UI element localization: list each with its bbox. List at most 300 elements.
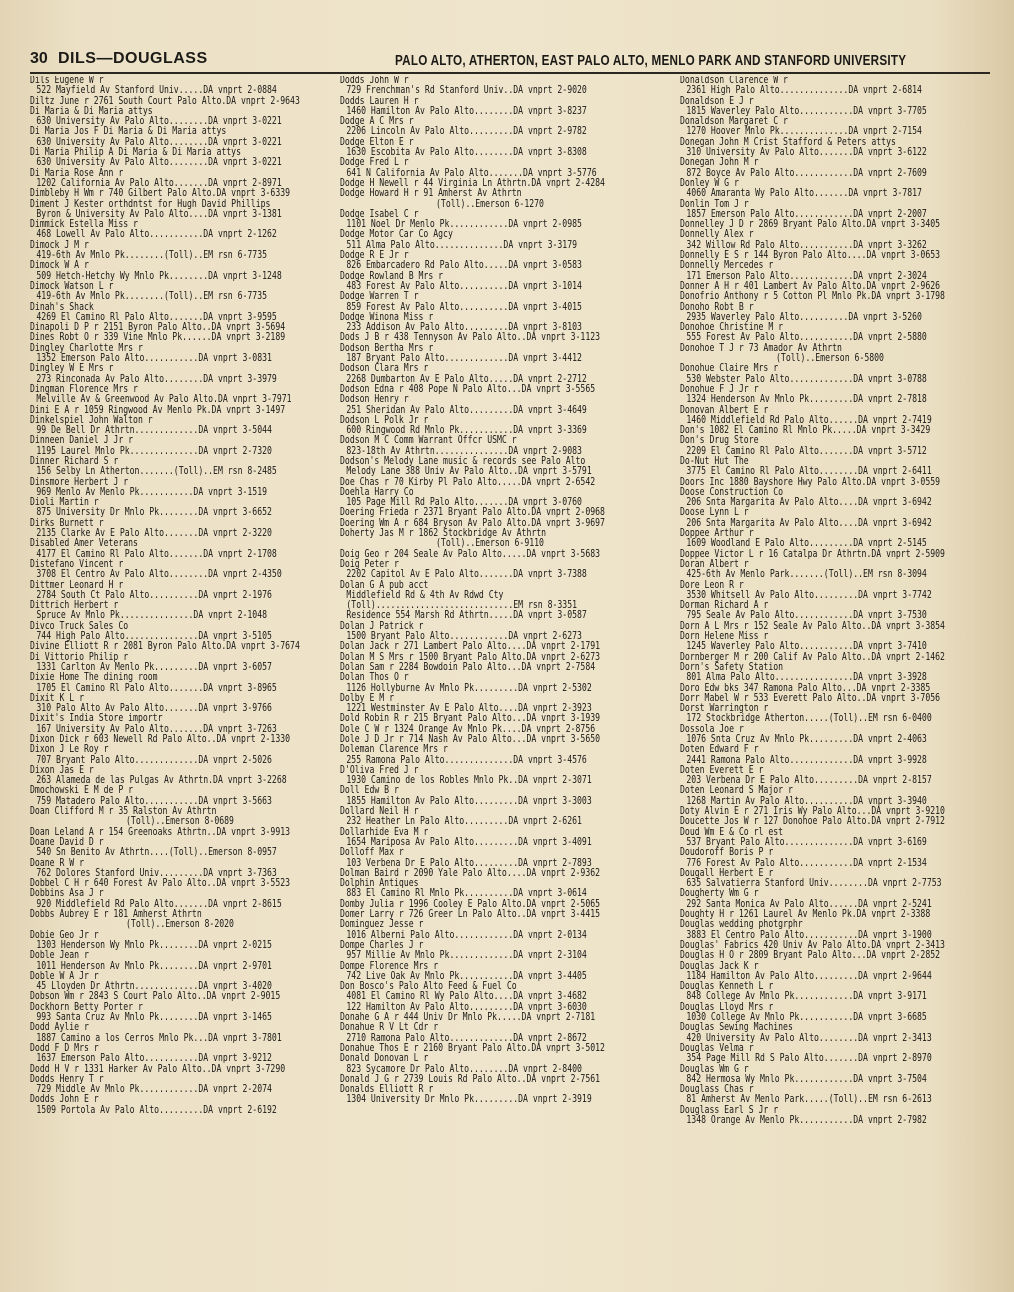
listing-line: Dole J D Jr r 714 Nash Av Palo Alto...DA vnprt 3-5650 bbox=[340, 734, 601, 745]
listing-line: Doering Frieda r 2371 Bryant Palo Alto.DA vnprt 2-0968 bbox=[340, 507, 605, 519]
listing-line: Donlin Tom J r bbox=[680, 198, 749, 210]
listing-line: Doig Geo r 204 Seale Av Palo Alto.....DA vnprt 3-5683 bbox=[340, 548, 601, 560]
directory-column-1 bbox=[30, 76, 338, 1272]
listing-line: 1126 Hollyburne Av Mnlo Pk.........DA vnprt 2-5302 bbox=[346, 682, 592, 694]
listing-line: Dolan G A pub acct bbox=[340, 579, 429, 591]
listing-line: 509 Hetch-Hetchy Wy Mnlo Pk........DA vnprt 3-1248 bbox=[36, 270, 282, 282]
listing-line: Doran Albert r bbox=[680, 558, 749, 570]
listing-line: 255 Ramona Palo Alto..............DA vnprt 3-4576 bbox=[346, 754, 587, 766]
listing-line: 729 Middle Av Mnlo Pk............DA vnprt 2-2074 bbox=[36, 1084, 272, 1096]
header-rule bbox=[30, 72, 990, 74]
listing-line: 3708 El Centro Av Palo Alto........DA vnprt 2-4350 bbox=[36, 569, 282, 581]
listing-line: 4060 Amaranta Wy Palo Alto.......DA vnprt 3-7817 bbox=[686, 188, 922, 200]
listing-line: 206 Snta Margarita Av Palo Alto....DA vnprt 3-6942 bbox=[686, 517, 932, 529]
listing-line: 1637 Emerson Palo Alto...........DA vnprt 3-9212 bbox=[36, 1053, 272, 1065]
directory-column-3 bbox=[680, 76, 986, 1272]
listing-line: Donnelley J D r 2869 Bryant Palo Alto.DA vnprt 3-3405 bbox=[680, 219, 941, 231]
listing-line: Doudoroff Boris P r bbox=[680, 847, 774, 859]
listing-line: Dorr Mabel W r 533 Everett Palo Alto..DA vnprt 3-7056 bbox=[680, 692, 941, 704]
listing-line: 957 Millie Av Mnlo Pk.............DA vnprt 2-3104 bbox=[346, 950, 587, 962]
listing-line: 1076 Snta Cruz Av Mnlo Pk.........DA vnprt 2-4063 bbox=[686, 734, 927, 745]
listing-line: Dixon Jas E r bbox=[30, 764, 94, 776]
listing-line: 1352 Emerson Palo Alto...........DA vnprt 3-0831 bbox=[36, 353, 272, 365]
listing-line: 1500 Bryant Palo Alto............DA vnprt 2-6273 bbox=[346, 631, 582, 643]
listing-line: 2135 Clarke Av E Palo Alto.......DA vnprt 2-3220 bbox=[36, 528, 272, 540]
listing-line: Dodson's Melody Lane music & records see Palo Alto bbox=[340, 455, 586, 467]
listing-line: Dodge Winona Miss r bbox=[340, 311, 434, 323]
listing-line: Donaldson E J r bbox=[680, 95, 754, 107]
listing-line: Di Maria Jos F Di Maria & Di Maria attys bbox=[30, 126, 227, 138]
listing-line: Dingley W E Mrs r bbox=[30, 363, 114, 375]
listing-line: (Toll)..Emerson 8-2020 bbox=[126, 919, 234, 931]
listing-line: 635 Salvatierra Stanford Univ........DA vnprt 2-7753 bbox=[686, 878, 942, 890]
listing-line: Doughty H r 1261 Laurel Av Menlo Pk.DA vnprt 2-3388 bbox=[680, 909, 931, 921]
listing-line: Dodge Warren T r bbox=[340, 291, 419, 303]
listing-line: 875 University Dr Mnlo Pk........DA vnprt 3-6652 bbox=[36, 507, 272, 519]
listing-line: Dodge Elton E r bbox=[340, 136, 414, 148]
listing-line: Dompe Charles J r bbox=[340, 939, 424, 951]
listing-line: 45 Lloyden Dr Athrtn.............DA vnprt 3-4020 bbox=[36, 981, 272, 993]
listing-line: Doten Everett E r bbox=[680, 764, 764, 776]
listing-line: 310 University Av Palo Alto.......DA vnprt 3-6122 bbox=[686, 147, 927, 159]
listing-line: 1101 Noel Dr Menlo Pk............DA vnprt 2-0985 bbox=[346, 219, 582, 231]
listing-line: 1030 College Av Mnlo Pk...........DA vnprt 3-6685 bbox=[686, 1012, 927, 1024]
listing-line: 522 Mayfield Av Stanford Univ.....DA vnprt 2-0884 bbox=[36, 85, 277, 97]
listing-line: Doose Lynn L r bbox=[680, 507, 749, 519]
listing-line: 823-18th Av Athrtn...............DA vnprt 2-9083 bbox=[346, 445, 582, 457]
listing-line: Donald J G r 2739 Louis Rd Palo Alto..DA vnprt 2-7561 bbox=[340, 1073, 601, 1085]
listing-line: 420 University Av Palo Alto........DA vnprt 2-3413 bbox=[686, 1032, 932, 1044]
listing-line: Donnelly E S r 144 Byron Palo Alto....DA vnprt 3-0653 bbox=[680, 250, 941, 262]
listing-line: Don Bosco's Palo Alto Feed & Fuel Co bbox=[340, 981, 517, 993]
listing-line: Dodson Edna r 408 Pope N Palo Alto...DA vnprt 3-5565 bbox=[340, 383, 596, 395]
listing-line: Dollard Neil H r bbox=[340, 806, 419, 818]
listing-line: 1011 Henderson Av Mnlo Pk........DA vnprt 2-9701 bbox=[36, 960, 272, 972]
listing-line: 187 Bryant Palo Alto.............DA vnprt 3-4412 bbox=[346, 353, 582, 365]
listing-line: Doering Wm A r 684 Bryson Av Palo Alto.DA vnprt 3-9697 bbox=[340, 517, 605, 529]
listing-line: Donnelly Alex r bbox=[680, 229, 754, 241]
listing-line: 1855 Hamilton Av Palo Alto.........DA vnprt 3-3003 bbox=[346, 795, 592, 807]
listing-line: 744 High Palo Alto...............DA vnprt 3-5105 bbox=[36, 631, 272, 643]
listing-line: Donaldson Clarence W r bbox=[680, 76, 788, 86]
listing-line: Disabled Amer Veterans bbox=[30, 538, 138, 550]
listing-line: Doherty Jas M r 1862 Stockbridge Av Athrtn bbox=[340, 528, 547, 540]
listing-line: Donegan John M Crist Stafford & Peters attys bbox=[680, 136, 896, 148]
listing-line: Doppee Arthur r bbox=[680, 528, 754, 540]
listing-line: 1195 Laurel Mnlo Pk..............DA vnprt 2-7320 bbox=[36, 445, 272, 457]
listing-line: 483 Forest Av Palo Alto..........DA vnprt 3-1014 bbox=[346, 280, 582, 292]
listing-line: 2202 Capitol Av E Palo Alto.......DA vnprt 3-7388 bbox=[346, 569, 587, 581]
listing-line: Dolby E M r bbox=[340, 692, 394, 704]
listing-line: Dinner Richard S r bbox=[30, 455, 119, 467]
listing-line: (Toll)..Emerson 8-0689 bbox=[126, 816, 234, 828]
listing-line: Dodson Clara Mrs r bbox=[340, 363, 429, 375]
listing-line: 630 University Av Palo Alto........DA vnprt 3-0221 bbox=[36, 116, 282, 128]
listing-line: Donohoe T J r 73 Amador Av Athrtn bbox=[680, 342, 842, 354]
listing-line: 801 Alma Palo Alto................DA vnprt 3-3928 bbox=[686, 672, 927, 684]
listing-line: Dinapoli D P r 2151 Byron Palo Alto..DA vnprt 3-5694 bbox=[30, 322, 286, 334]
listing-line: 4081 El Camino Rl Wy Palo Alto....DA vnprt 3-4682 bbox=[346, 991, 587, 1003]
listing-line: 206 Snta Margarita Av Palo Alto....DA vnprt 3-6942 bbox=[686, 497, 932, 509]
listing-line: Dore Leon R r bbox=[680, 579, 744, 591]
listing-line: Dodd F D Mrs r bbox=[30, 1042, 99, 1054]
listing-line: Distefano Vincent r bbox=[30, 558, 124, 570]
listing-line: 232 Heather Ln Palo Alto.........DA vnprt 2-6261 bbox=[346, 816, 582, 828]
listing-line: Dittrich Herbert r bbox=[30, 600, 119, 612]
listing-line: Dodson M C Comm Warrant Offcr USMC r bbox=[340, 435, 517, 447]
listing-line: Dodge Rowland B Mrs r bbox=[340, 270, 444, 282]
listing-line: Dodge Howard H r 91 Amherst Av Athrtn bbox=[340, 188, 522, 200]
listing-line: 630 University Av Palo Alto........DA vnprt 3-0221 bbox=[36, 136, 282, 148]
listing-line: D'Oliva Fred J r bbox=[340, 764, 419, 776]
listing-line: 251 Sheridan Av Palo Alto.........DA vnprt 3-4649 bbox=[346, 404, 587, 416]
listing-line: Doan Clifford M r 35 Ralston Av Athrtn bbox=[30, 806, 217, 818]
listing-line: Doan Leland A r 154 Greenoaks Athrtn..DA vnprt 3-9913 bbox=[30, 826, 291, 838]
listing-line: 81 Amherst Av Menlo Park.....(Toll)..EM rsn 6-2613 bbox=[686, 1094, 932, 1106]
listing-line: 1348 Orange Av Menlo Pk...........DA vnprt 2-7982 bbox=[686, 1114, 927, 1126]
listing-line: 823 Sycamore Dr Palo Alto........DA vnprt 2-8400 bbox=[346, 1063, 582, 1075]
listing-line: 156 Selby Ln Atherton.......(Toll)..EM rsn 8-2485 bbox=[36, 466, 277, 478]
listing-line: Donahe G A r 444 Univ Dr Mnlo Pk.....DA vnprt 2-7181 bbox=[340, 1012, 596, 1024]
listing-line: Di Maria & Di Maria attys bbox=[30, 105, 153, 117]
listing-line: 1630 Escobita Av Palo Alto........DA vnprt 3-8308 bbox=[346, 147, 587, 159]
listing-line: 1705 El Camino Rl Palo Alto.......DA vnprt 3-8965 bbox=[36, 682, 277, 694]
listing-line: Do-Nut Hut The bbox=[680, 455, 749, 467]
listing-line: 122 Hamilton Av Palo Alto.........DA vnprt 3-6030 bbox=[346, 1001, 587, 1013]
listing-line: 263 Alameda de las Pulgas Av Athrtn.DA vnprt 3-2268 bbox=[36, 775, 287, 787]
listing-line: Dole C W r 1324 Orange Av Mnlo Pk....DA vnprt 2-8756 bbox=[340, 723, 596, 735]
listing-line: Domer Larry r 726 Greer Ln Palo Alto..DA vnprt 3-4415 bbox=[340, 909, 601, 921]
listing-line: 540 Sn Benito Av Athrtn....(Toll)..Emerson 8-0957 bbox=[36, 847, 277, 859]
listing-line: Dossola Joe r bbox=[680, 723, 744, 735]
listing-line: Doors Inc 1880 Bayshore Hwy Palo Alto.DA vnprt 3-0559 bbox=[680, 476, 941, 488]
listing-line: Dixon Dick r 603 Newell Rd Palo Alto..DA vnprt 2-1330 bbox=[30, 734, 291, 745]
listing-line: (Toll)..Emerson 6-5800 bbox=[776, 353, 884, 365]
listing-line: 1303 Henderson Wy Mnlo Pk........DA vnprt 2-0215 bbox=[36, 939, 272, 951]
listing-line: Dittmer Leonard H r bbox=[30, 579, 124, 591]
listing-line: Doty Alvin E r 271 Iris Wy Palo Alto...DA vnprt 3-9210 bbox=[680, 806, 945, 818]
listing-line: Donohue F J Jr r bbox=[680, 383, 759, 395]
listing-line: Dods J B r 438 Tennyson Av Palo Alto..DA vnprt 3-1123 bbox=[340, 332, 601, 344]
listing-line: Dingman Florence Mrs r bbox=[30, 383, 138, 395]
listing-line: Dodge R E Jr r bbox=[340, 250, 409, 262]
listing-line: Dobbel C H r 640 Forest Av Palo Alto..DA vnprt 3-5523 bbox=[30, 878, 291, 890]
listing-line: 171 Emerson Palo Alto.............DA vnprt 2-3024 bbox=[686, 270, 927, 282]
listing-line: Don's Drug Store bbox=[680, 435, 759, 447]
listing-line: 172 Stockbridge Atherton.....(Toll)..EM rsn 6-0400 bbox=[686, 713, 932, 725]
listing-line: 742 Live Oak Av Mnlo Pk...........DA vnprt 3-4405 bbox=[346, 970, 587, 982]
listing-line: Dini E A r 1059 Ringwood Av Menlo Pk.DA vnprt 3-1497 bbox=[30, 404, 286, 416]
listing-line: 859 Forest Av Palo Alto..........DA vnprt 3-4015 bbox=[346, 301, 582, 313]
listing-line: Dobbins Asa J r bbox=[30, 888, 104, 900]
listing-line: 872 Boyce Av Palo Alto............DA vnprt 2-7609 bbox=[686, 167, 927, 179]
listing-line: 969 Menlo Av Menlo Pk...........DA vnprt 3-1519 bbox=[36, 486, 268, 498]
listing-line: Donofrio Anthony r 5 Cotton Pl Mnlo Pk.DA vnprt 3-1798 bbox=[680, 291, 945, 303]
listing-line: Diment J Kester orthdntst for Hugh David Phillips bbox=[30, 198, 271, 210]
listing-line: 1331 Carlton Av Menlo Pk.........DA vnprt 3-6057 bbox=[36, 661, 272, 673]
listing-line: Dobbs Aubrey E r 181 Amherst Athrtn bbox=[30, 909, 202, 921]
listing-line: 920 Middlefield Rd Palo Alto.......DA vnprt 2-8615 bbox=[36, 898, 282, 910]
listing-line: 776 Forest Av Palo Alto...........DA vnprt 2-1534 bbox=[686, 857, 927, 869]
listing-line: Dimbleby H Wm r 740 Gilbert Palo Alto.DA vnprt 3-6339 bbox=[30, 188, 291, 200]
listing-line: Dimock W A r bbox=[30, 260, 89, 272]
listing-line: 2935 Waverley Palo Alto..........DA vnprt 3-5260 bbox=[686, 311, 922, 323]
listing-line: 4269 El Camino Rl Palo Alto.......DA vnprt 3-9595 bbox=[36, 311, 277, 323]
listing-line: 555 Forest Av Palo Alto...........DA vnprt 2-5880 bbox=[686, 332, 927, 344]
listing-line: Douglas Sewing Machines bbox=[680, 1022, 793, 1034]
listing-line: 1815 Waverley Palo Alto...........DA vnprt 3-7705 bbox=[686, 105, 927, 117]
listing-line: 3883 El Centro Palo Alto...........DA vnprt 3-1900 bbox=[686, 929, 932, 941]
listing-line: 167 University Av Palo Alto.......DA vnprt 3-7263 bbox=[36, 723, 277, 735]
listing-line: 2710 Ramona Palo Alto.............DA vnprt 2-8672 bbox=[346, 1032, 587, 1044]
listing-line: 342 Willow Rd Palo Alto...........DA vnprt 3-3262 bbox=[686, 239, 927, 251]
listing-line: Dodge H Newell r 44 Virginia Ln Athrtn.DA vnprt 2-4284 bbox=[340, 177, 605, 189]
listing-line: Dixit K L r bbox=[30, 692, 84, 704]
listing-line: Dils Eugene W r bbox=[30, 76, 104, 86]
listing-line: Doose Construction Co bbox=[680, 486, 784, 498]
listing-line: Dinkelspiel John Walton r bbox=[30, 414, 153, 426]
listing-line: Spruce Av Mnlo Pk...............DA vnprt 2-1048 bbox=[36, 610, 268, 622]
listing-line: 600 Ringwood Rd Mnlo Pk...........DA vnprt 3-3369 bbox=[346, 425, 587, 437]
listing-line: 2206 Lincoln Av Palo Alto.........DA vnprt 2-9782 bbox=[346, 126, 587, 138]
listing-line: Donegan John M r bbox=[680, 157, 759, 169]
listing-line: Dold Robin R r 215 Bryant Palo Alto...DA vnprt 3-1939 bbox=[340, 713, 601, 725]
listing-line: (Toll)..Emerson 6-9110 bbox=[436, 538, 544, 550]
listing-line: 419-6th Av Mnlo Pk........(Toll)..EM rsn 6-7735 bbox=[36, 250, 268, 262]
listing-line: 1609 Woodland E Palo Alto.........DA vnprt 2-5145 bbox=[686, 538, 927, 550]
listing-line: 1268 Martin Av Palo Alto..........DA vnprt 3-3940 bbox=[686, 795, 927, 807]
listing-line: Dodge Fred L r bbox=[340, 157, 409, 169]
listing-line: (Toll)..Emerson 6-1270 bbox=[436, 198, 544, 210]
listing-line: 425-6th Av Menlo Park.......(Toll)..EM rsn 8-3094 bbox=[686, 569, 927, 581]
listing-line: 233 Addison Av Palo Alto.........DA vnprt 3-8103 bbox=[346, 322, 582, 334]
listing-line: Doehla Harry Co bbox=[340, 486, 414, 498]
listing-line: Dimock Watson L r bbox=[30, 280, 114, 292]
listing-line: Dines Robt O r 339 Vine Mnlo Pk......DA vnprt 3-2189 bbox=[30, 332, 286, 344]
listing-line: Douglas Wm G r bbox=[680, 1063, 749, 1075]
listing-line: Dompe Florence Mrs r bbox=[340, 960, 439, 972]
listing-line: Dobie Geo Jr r bbox=[30, 929, 99, 941]
listing-line: Dodd H V r 1331 Harker Av Palo Alto..DA vnprt 3-7290 bbox=[30, 1063, 286, 1075]
listing-line: Doucette Jos W r 127 Donohoe Palo Alto.DA vnprt 2-7912 bbox=[680, 816, 945, 828]
listing-line: Divco Truck Sales Co bbox=[30, 620, 129, 632]
listing-line: 1930 Camino de los Robles Mnlo Pk..DA vnprt 2-3071 bbox=[346, 775, 592, 787]
listing-line: 2268 Dumbarton Av E Palo Alto.....DA vnprt 2-2712 bbox=[346, 373, 587, 385]
listing-line: 1460 Hamilton Av Palo Alto........DA vnprt 3-8237 bbox=[346, 105, 587, 117]
listing-line: Dolan M S Mrs r 1500 Bryant Palo Alto.DA vnprt 2-6273 bbox=[340, 651, 601, 663]
listing-line: Byron & University Av Palo Alto....DA vnprt 3-1381 bbox=[36, 208, 282, 220]
listing-line: Divine Elliott R r 2081 Byron Palo Alto.DA vnprt 3-7674 bbox=[30, 641, 300, 653]
listing-line: 419-6th Av Mnlo Pk........(Toll)..EM rsn 6-7735 bbox=[36, 291, 268, 303]
listing-line: 641 N California Av Palo Alto.......DA vnprt 3-5776 bbox=[346, 167, 597, 179]
listing-line: 1304 University Dr Mnlo Pk.........DA vnprt 2-3919 bbox=[346, 1094, 592, 1106]
listing-line: Dolan Sam r 2284 Bowdoin Palo Alto...DA vnprt 2-7584 bbox=[340, 661, 596, 673]
listing-line: Domby Julia r 1996 Cooley E Palo Alto.DA vnprt 2-5065 bbox=[340, 898, 601, 910]
listing-line: 511 Alma Palo Alto..............DA vnprt 3-3179 bbox=[346, 239, 578, 251]
listing-line: Di Maria Rose Ann r bbox=[30, 167, 124, 179]
listing-line: Dornberger M r 200 Calif Av Palo Alto..DA vnprt 2-1462 bbox=[680, 651, 945, 663]
listing-line: Di Vittorio Philip r bbox=[30, 651, 129, 663]
listing-line: Dmochowski E M de P r bbox=[30, 785, 134, 797]
listing-line: Don's 1082 El Camino Rl Mnlo Pk.....DA vnprt 3-3429 bbox=[680, 425, 931, 437]
listing-line: 203 Verbena Dr E Palo Alto.........DA vnprt 2-8157 bbox=[686, 775, 932, 787]
listing-line: Doane David D r bbox=[30, 836, 104, 848]
listing-line: Melville Av & Greenwood Av Palo Alto.DA vnprt 3-7971 bbox=[36, 394, 292, 406]
listing-line: Donohue Claire Mrs r bbox=[680, 363, 779, 375]
listing-line: 1270 Hoover Mnlo Pk..............DA vnprt 2-7154 bbox=[686, 126, 922, 138]
listing-line: Douglas Jack K r bbox=[680, 960, 759, 972]
listing-line: Di Maria Philip A Di Maria & Di Maria attys bbox=[30, 147, 241, 159]
listing-line: 1221 Westminster Av E Palo Alto....DA vnprt 2-3923 bbox=[346, 703, 592, 715]
listing-line: 3775 El Camino Rl Palo Alto........DA vnprt 2-6411 bbox=[686, 466, 932, 478]
listing-line: Doll Edw B r bbox=[340, 785, 399, 797]
listing-line: Douglas H O r 2809 Bryant Palo Alto...DA vnprt 2-2852 bbox=[680, 950, 941, 962]
listing-line: Dirks Burnett r bbox=[30, 517, 104, 529]
listing-line: Dorman Richard A r bbox=[680, 600, 769, 612]
listing-line: Dolman Baird r 2090 Yale Palo Alto....DA vnprt 2-9362 bbox=[340, 867, 601, 879]
listing-line: 826 Embarcadero Rd Palo Alto.....DA vnprt 3-0583 bbox=[346, 260, 582, 272]
listing-line: 2209 El Camino Rl Palo Alto.......DA vnprt 3-5712 bbox=[686, 445, 927, 457]
listing-line: Dinah's Shack bbox=[30, 301, 94, 313]
listing-line: Dougall Herbert E r bbox=[680, 867, 774, 879]
listing-line: Doro Edw bks 347 Ramona Palo Alto...DA vnprt 2-3385 bbox=[680, 682, 931, 694]
listing-line: Dodds John E r bbox=[30, 1094, 99, 1106]
listing-line: Doe Chas r 70 Kirby Pl Palo Alto.....DA vnprt 2-6542 bbox=[340, 476, 596, 488]
listing-line: Dockhorn Betty Porter r bbox=[30, 1001, 143, 1013]
listing-line: Dimock J M r bbox=[30, 239, 89, 251]
listing-line: Doble W A Jr r bbox=[30, 970, 99, 982]
listing-line: Douglas' Fabrics 420 Univ Av Palo Alto.DA vnprt 2-3413 bbox=[680, 939, 945, 951]
listing-line: Donley W G r bbox=[680, 177, 739, 189]
listing-line: Douglass Earl S Jr r bbox=[680, 1104, 779, 1116]
listing-line: 468 Lowell Av Palo Alto...........DA vnprt 2-1262 bbox=[36, 229, 277, 241]
listing-line: Douglas wedding photgrphr bbox=[680, 919, 803, 931]
listing-line: Dodge Motor Car Co Agcy bbox=[340, 229, 453, 241]
listing-line: Dorn A L Mrs r 152 Seale Av Palo Alto..DA vnprt 3-3854 bbox=[680, 620, 945, 632]
listing-line: Dodson L Polk Jr r bbox=[340, 414, 429, 426]
listing-line: Dioli Martin r bbox=[30, 497, 99, 509]
listing-line: Donovan Albert E r bbox=[680, 404, 769, 416]
listing-line: Doble Jean r bbox=[30, 950, 89, 962]
listing-line: Residence 554 Marsh Rd Athrtn.....DA vnprt 3-0587 bbox=[346, 610, 587, 622]
listing-line: Dolphin Antiques bbox=[340, 878, 419, 890]
listing-line: 103 Verbena Dr E Palo Alto.........DA vnprt 2-7893 bbox=[346, 857, 592, 869]
listing-line: (Toll)............................EM rsn 8-3351 bbox=[346, 600, 578, 612]
listing-line: Dolan Jack r 271 Lambert Palo Alto....DA vnprt 2-1791 bbox=[340, 641, 601, 653]
listing-line: 1509 Portola Av Palo Alto.........DA vnprt 2-6192 bbox=[36, 1104, 277, 1116]
listing-line: 1887 Camino a los Cerros Mnlo Pk...DA vnprt 3-7801 bbox=[36, 1032, 282, 1044]
listing-line: Dodds Henry T r bbox=[30, 1073, 104, 1085]
listing-line: 1654 Mariposa Av Palo Alto.........DA vnprt 3-4091 bbox=[346, 836, 592, 848]
listing-line: 795 Seale Av Palo Alto............DA vnprt 3-7530 bbox=[686, 610, 927, 622]
listing-line: Dimmick Estella Miss r bbox=[30, 219, 138, 231]
listing-line: 2361 High Palo Alto..............DA vnprt 2-6814 bbox=[686, 85, 922, 97]
listing-line: Dixit's India Store importr bbox=[30, 713, 163, 725]
listing-line: 105 Page Mill Rd Palo Alto.......DA vnprt 3-0760 bbox=[346, 497, 582, 509]
listing-line: 1245 Waverley Palo Alto...........DA vnprt 3-7410 bbox=[686, 641, 927, 653]
listing-line: Doten Leonard S Major r bbox=[680, 785, 793, 797]
listing-line: Dorn Helene Miss r bbox=[680, 631, 769, 643]
listing-line: 1202 California Av Palo Alto.......DA vnprt 2-8971 bbox=[36, 177, 282, 189]
listing-line: Doig Peter r bbox=[340, 558, 399, 570]
region-title: PALO ALTO, ATHERTON, EAST PALO ALTO, MENLO PARK AND STANFORD UNIVERSITY bbox=[395, 52, 907, 69]
listing-line: Dixon J Le Roy r bbox=[30, 744, 109, 756]
listing-line: Douglas Velma r bbox=[680, 1042, 754, 1054]
listing-line: 729 Frenchman's Rd Stanford Univ..DA vnprt 2-9020 bbox=[346, 85, 587, 97]
listing-line: 2441 Ramona Palo Alto.............DA vnprt 3-9928 bbox=[686, 754, 927, 766]
listing-line: Donoho Robt B r bbox=[680, 301, 754, 313]
listing-line: Dodds John W r bbox=[340, 76, 409, 86]
listing-line: Douglass Chas r bbox=[680, 1084, 754, 1096]
listing-line: Dougherty Wm G r bbox=[680, 888, 759, 900]
listing-line: Dorn's Safety Station bbox=[680, 661, 784, 673]
listing-line: 310 Palo Alto Av Palo Alto.......DA vnprt 3-9766 bbox=[36, 703, 272, 715]
listing-line: 848 College Av Mnlo Pk............DA vnprt 3-9171 bbox=[686, 991, 927, 1003]
listing-line: Doppee Victor L r 16 Catalpa Dr Athrtn.DA vnprt 2-5909 bbox=[680, 548, 945, 560]
listing-line: Donaldson Margaret C r bbox=[680, 116, 788, 128]
listing-line: 883 El Camino Rl Mnlo Pk..........DA vnprt 3-0614 bbox=[346, 888, 587, 900]
listing-line: 1460 Middlefield Rd Palo Alto......DA vnprt 2-7419 bbox=[686, 414, 932, 426]
listing-line: Dorst Warrington r bbox=[680, 703, 769, 715]
listing-line: Dolan J Patrick r bbox=[340, 620, 424, 632]
page-header bbox=[30, 50, 990, 72]
listing-line: Dodson Bertha Mrs r bbox=[340, 342, 434, 354]
listing-line: 537 Bryant Palo Alto..............DA vnprt 3-6169 bbox=[686, 836, 927, 848]
listing-line: 4177 El Camino Rl Palo Alto.......DA vnprt 2-1708 bbox=[36, 548, 277, 560]
listing-line: Donahue Thos E r 2160 Bryant Palo Alto.DA vnprt 3-5012 bbox=[340, 1042, 605, 1054]
listing-line: 630 University Av Palo Alto........DA vnprt 3-0221 bbox=[36, 157, 282, 169]
listing-line: 1184 Hamilton Av Palo Alto.........DA vnprt 2-9644 bbox=[686, 970, 932, 982]
listing-line: Douglas Kenneth L r bbox=[680, 981, 774, 993]
listing-line: Dodds Lauren H r bbox=[340, 95, 419, 107]
listing-line: 530 Webster Palo Alto.............DA vnprt 3-0788 bbox=[686, 373, 927, 385]
listing-line: 762 Dolores Stanford Univ.........DA vnprt 3-7363 bbox=[36, 867, 277, 879]
listing-line: Dominguez Jesse r bbox=[340, 919, 424, 931]
listing-line: Donner A H r 401 Lambert Av Palo Alto.DA vnprt 2-9626 bbox=[680, 280, 941, 292]
listing-line: 1324 Henderson Av Mnlo Pk.........DA vnprt 2-7818 bbox=[686, 394, 927, 406]
listing-line: Middlefield Rd & 4th Av Rdwd Cty bbox=[346, 589, 504, 601]
listing-line: 1857 Emerson Palo Alto............DA vnprt 2-2007 bbox=[686, 208, 927, 220]
listing-line: 273 Rinconada Av Palo Alto........DA vnprt 3-3979 bbox=[36, 373, 277, 385]
listing-line: Dobson Wm r 2843 S Court Palo Alto..DA vnprt 2-9015 bbox=[30, 991, 281, 1003]
listing-line: Dodson Henry r bbox=[340, 394, 409, 406]
listing-line: Dodd Aylie r bbox=[30, 1022, 89, 1034]
listing-line: Dixie Home The dining room bbox=[30, 672, 158, 684]
listing-line: Dollarhide Eva M r bbox=[340, 826, 429, 838]
listing-line: Dodge Isabel C r bbox=[340, 208, 419, 220]
listing-line: 2784 South Ct Palo Alto..........DA vnprt 2-1976 bbox=[36, 589, 272, 601]
listing-line: 354 Page Mill Rd S Palo Alto.......DA vnprt 2-8970 bbox=[686, 1053, 932, 1065]
listing-line: Dolan Thos O r bbox=[340, 672, 409, 684]
listing-line: Dinsmore Herbert J r bbox=[30, 476, 129, 488]
listing-line: Donnelly Mercedes r bbox=[680, 260, 774, 272]
listing-line: Doud Wm E & Co rl est bbox=[680, 826, 784, 838]
listing-line: Donald Donovan L r bbox=[340, 1053, 429, 1065]
listing-line: Dolloff Max r bbox=[340, 847, 404, 859]
listing-line: Dinneen Daniel J Jr r bbox=[30, 435, 134, 447]
name-range: DILS—DOUGLASS bbox=[58, 50, 208, 67]
listing-line: Doten Edward F r bbox=[680, 744, 759, 756]
listing-line: Diltz June r 2761 South Court Palo Alto.DA vnprt 2-9643 bbox=[30, 95, 300, 107]
listing-line: 1016 Alberni Palo Alto............DA vnprt 2-0134 bbox=[346, 929, 587, 941]
listing-line: Donalds Elliott R r bbox=[340, 1084, 434, 1096]
listing-line: 3530 Whitsell Av Palo Alto.........DA vnprt 3-7742 bbox=[686, 589, 932, 601]
listing-line: Melody Lane 388 Univ Av Palo Alto..DA vnprt 3-5791 bbox=[346, 466, 592, 478]
listing-line: 759 Matadero Palo Alto...........DA vnprt 3-5663 bbox=[36, 795, 272, 807]
directory-column-2 bbox=[340, 76, 674, 1272]
listing-line: Donahue R V Lt Cdr r bbox=[340, 1022, 439, 1034]
page-number: 30 bbox=[30, 50, 48, 67]
